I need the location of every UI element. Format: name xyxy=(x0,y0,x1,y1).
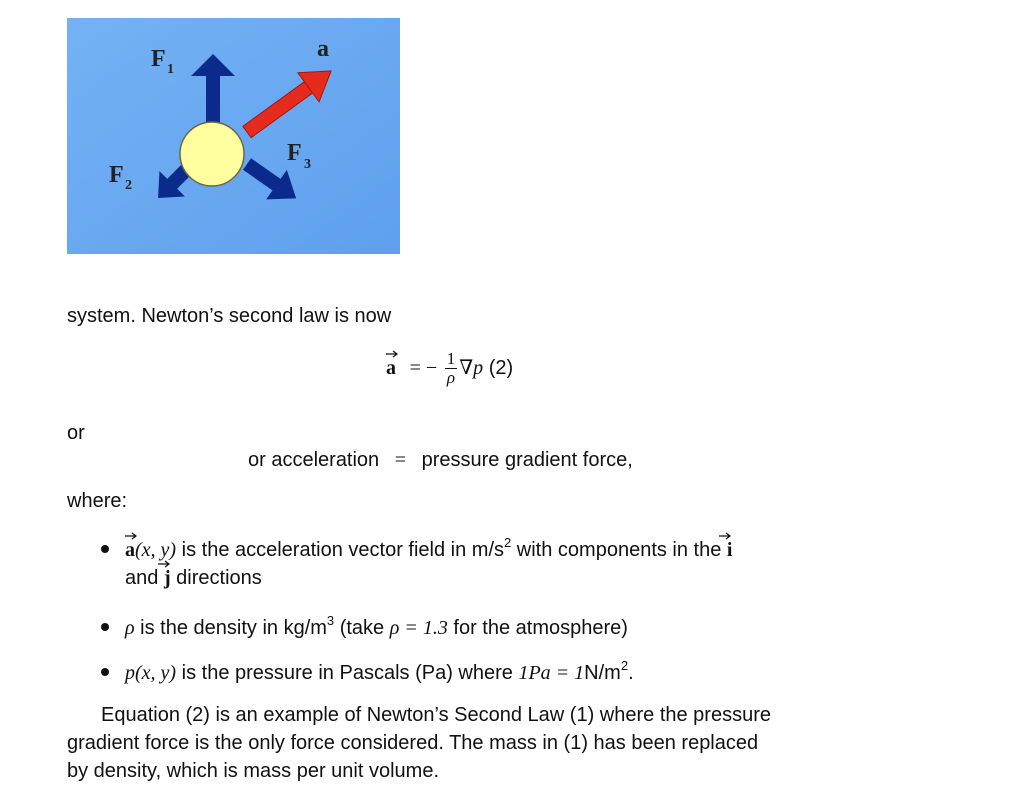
bullet-1-text-2: with components in the xyxy=(511,539,727,561)
force-diagram-figure xyxy=(67,18,400,254)
paragraph-line-3: by density, which is mass per unit volume. xyxy=(67,760,440,782)
bullet-2-sup: 3 xyxy=(326,613,335,628)
bullet-1-directions: directions xyxy=(170,567,262,589)
pascal-definition: 1Pa = 1 xyxy=(518,662,585,684)
vector-j-letter: j xyxy=(163,567,171,589)
bullet-3-text-1: is the pressure in Pascals (Pa) where xyxy=(176,662,519,684)
bullet-1-and: and xyxy=(125,567,164,589)
bullet-2 xyxy=(125,613,628,640)
bullet-1-sup: 2 xyxy=(504,535,512,550)
vector-a xyxy=(386,357,396,380)
equation-number: (2) xyxy=(488,356,514,379)
label-a: a xyxy=(317,36,329,62)
bullet-2-text-3: for the atmosphere) xyxy=(447,617,628,639)
vector-arrow-icon xyxy=(719,532,731,540)
label-f3: F xyxy=(287,140,302,166)
equals-minus: = − xyxy=(409,356,438,379)
force-diagram-svg xyxy=(67,18,400,254)
args-xy: (x, y) xyxy=(135,539,177,561)
rho-symbol: ρ xyxy=(125,617,135,639)
bullet-3 xyxy=(125,658,634,685)
label-f1: F xyxy=(151,46,166,72)
bullet-3-unit: N/m xyxy=(584,662,621,684)
bullet-2-text-2: (take xyxy=(334,617,390,639)
or-label: or xyxy=(67,422,85,444)
mass-ball xyxy=(180,122,244,186)
vector-a-letter: a xyxy=(386,356,396,379)
word-equation-left: or acceleration xyxy=(248,449,380,471)
fraction xyxy=(445,350,458,387)
bullet-1-line-2 xyxy=(125,567,262,590)
where-label: where: xyxy=(67,490,128,512)
vector-a-field xyxy=(125,539,135,562)
bullet-1-text-1: is the acceleration vector field in m/s xyxy=(176,539,504,561)
word-equation-right: pressure gradient force, xyxy=(421,449,633,471)
paragraph-line-2: gradient force is the only force considered. The mass in (1) has been replaced xyxy=(67,732,759,754)
label-f2-sub: 2 xyxy=(125,178,132,193)
word-equation xyxy=(248,449,633,472)
word-equation-equals: = xyxy=(394,449,407,471)
fraction-numerator: 1 xyxy=(446,349,456,368)
bullet-3-period: . xyxy=(628,662,634,684)
label-f3-sub: 3 xyxy=(304,157,311,172)
vector-arrow-icon xyxy=(386,350,398,358)
vector-arrow-icon xyxy=(125,532,137,540)
vector-i xyxy=(727,539,733,562)
vector-j xyxy=(164,567,171,590)
label-f2: F xyxy=(109,162,124,188)
bullet-1-line-1 xyxy=(125,535,732,562)
bullet-3-sup: 2 xyxy=(620,658,629,673)
bullet-dot-1 xyxy=(101,545,109,553)
vector-i-letter: i xyxy=(726,539,733,561)
bullet-dot-3 xyxy=(101,668,109,676)
rho-value: ρ = 1.3 xyxy=(389,617,448,639)
bullet-2-text-1: is the density in kg/m xyxy=(134,617,327,639)
fraction-denominator: ρ xyxy=(446,368,456,387)
bullet-dot-2 xyxy=(101,623,109,631)
pressure-p: p xyxy=(473,356,484,379)
vector-arrow-icon xyxy=(158,560,170,568)
equation-2 xyxy=(386,350,513,387)
nabla-symbol: ∇ xyxy=(459,356,474,379)
paragraph-line-1: Equation (2) is an example of Newton’s Second Law (1) where the pressure xyxy=(101,704,771,726)
intro-text: system. Newton’s second law is now xyxy=(67,305,392,327)
label-f1-sub: 1 xyxy=(167,62,174,77)
pressure-function: p(x, y) xyxy=(125,662,177,684)
vector-a-field-letter: a xyxy=(125,539,135,561)
